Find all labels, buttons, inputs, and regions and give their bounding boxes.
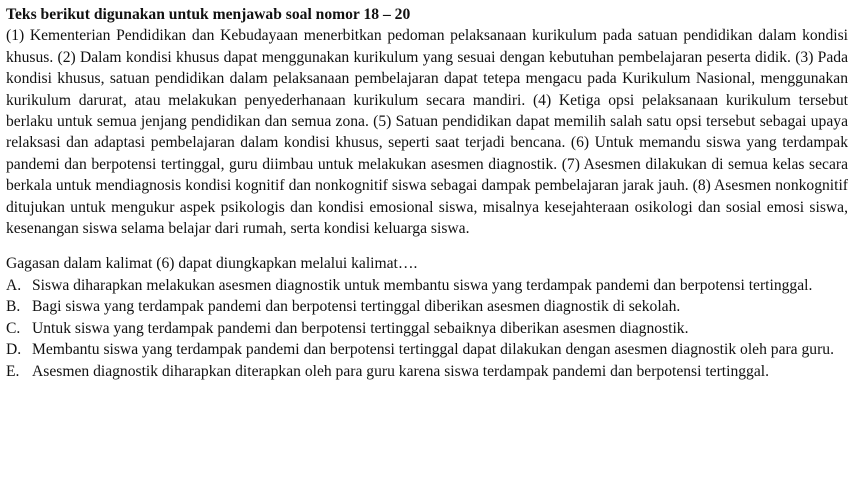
option-text: Untuk siswa yang terdampak pandemi dan berpotensi tertinggal sebaiknya diberikan asesmen diagnostik. bbox=[32, 319, 689, 337]
option-b[interactable] bbox=[6, 296, 848, 317]
option-letter: D. bbox=[6, 341, 22, 359]
option-c[interactable] bbox=[6, 318, 848, 339]
option-e[interactable] bbox=[6, 361, 848, 382]
question-stem: Gagasan dalam kalimat (6) dapat diungkapkan melalui kalimat…. bbox=[6, 255, 418, 273]
answer-options bbox=[6, 275, 848, 382]
option-text: Membantu siswa yang terdampak pandemi dan berpotensi tertinggal dapat dilakukan dengan asesmen diagnostik oleh para guru. bbox=[32, 341, 834, 359]
option-text: Bagi siswa yang terdampak pandemi dan berpotensi tertinggal diberikan asesmen diagnostik di sekolah. bbox=[32, 298, 681, 316]
option-letter: A. bbox=[6, 276, 22, 294]
option-letter: B. bbox=[6, 298, 21, 316]
option-a[interactable] bbox=[6, 275, 848, 296]
option-text: Asesmen diagnostik diharapkan diterapkan oleh para guru karena siswa terdampak pandemi dan berpotensi tertinggal. bbox=[32, 362, 769, 380]
reading-passage: (1) Kementerian Pendidikan dan Kebudayaan menerbitkan pedoman pelaksanaan kurikulum pada satuan pendidikan dalam kondisi khusus. (2) Dalam kondisi khusus dapat menggunakan kurikulum yang sesuai dengan kebutuhan pembelajaran peserta didik. (3) Pada kondisi khusus, satuan pendidikan dalam pelaksanaan pembelajaran dapat tetepa mengacu pada Kurikulum Nasional, menggunakan kurikulum darurat, atau melakukan penyederhanaan kurikulum secara mandiri. (4) Ketiga opsi pelaksanaan kurikulum tersebut berlaku untuk semua jenjang pendidikan dan semua zona. (5) Satuan pendidikan dapat memilih salah satu opsi tersebut sebagai upaya relaksasi dan adaptasi pembelajaran dalam kondisi khusus, seperti saat terjadi bencana. (6) Untuk memandu siswa yang terdampak pandemi dan berpotensi tertinggal, guru diimbau untuk melakukan asesmen diagnostik. (7) Asesmen dilakukan di semua kelas secara berkala untuk mendiagnosis kondisi kognitif dan nonkognitif siswa sebagai dampak pembelajaran jarak jauh. (8) Asesmen nonkognitif ditujukan untuk mengukur aspek psikologis dan kondisi emosional siswa, misalnya kesejahteraan osikologi dan sosial emosi siswa, kesenangan siswa selama belajar dari rumah, serta kondisi keluarga siswa. bbox=[6, 27, 848, 238]
section-title: Teks berikut digunakan untuk menjawab soal nomor 18 – 20 bbox=[6, 6, 411, 23]
option-letter: C. bbox=[6, 319, 21, 337]
option-letter: E. bbox=[6, 362, 20, 380]
option-d[interactable] bbox=[6, 339, 848, 360]
option-text: Siswa diharapkan melakukan asesmen diagnostik untuk membantu siswa yang terdampak pandemi dan berpotensi tertinggal. bbox=[32, 276, 813, 294]
